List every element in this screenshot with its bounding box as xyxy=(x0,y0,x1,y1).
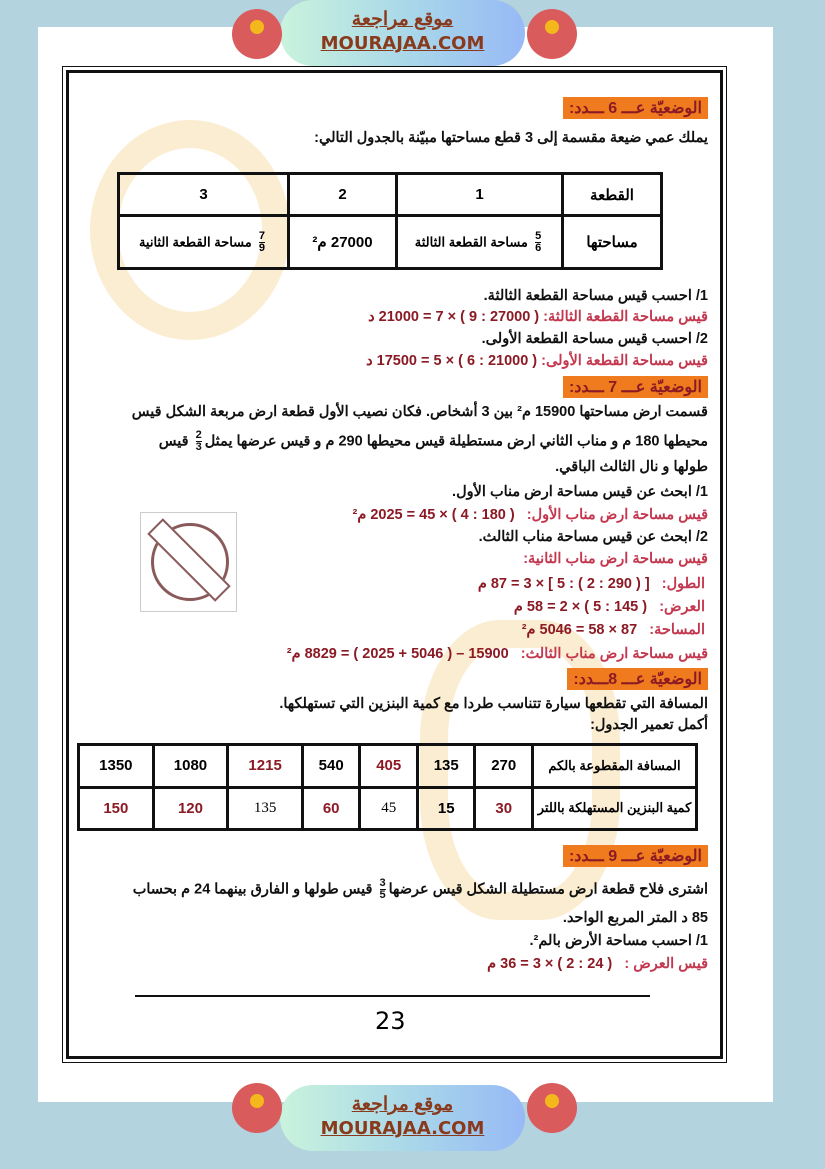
site-logo xyxy=(232,9,282,59)
cell: $\frac{5}{6}$ مساحة القطعة الثالثة xyxy=(397,216,563,269)
site-logo xyxy=(527,9,577,59)
paragraph: طولها و نال الثالث الباقي. xyxy=(555,459,708,475)
cell: 1215 xyxy=(228,745,303,788)
section-header-8: الوضعيّة عـــ 8ـــدد: xyxy=(567,668,708,690)
paragraph: المسافة التي تقطعها سيارة تتناسب طردا مع كمية البنزين التي تستهلكها. xyxy=(279,696,708,712)
site-banner-top[interactable] xyxy=(280,0,525,66)
question: 1/ ابحث عن قيس مساحة ارض مناب الأول. xyxy=(452,484,708,500)
stamp-image xyxy=(140,512,237,612)
answer: ( 180 : 4 ) × 45 = 2025 م² xyxy=(352,507,515,523)
s6-intro: يملك عمي ضيعة مقسمة إلى 3 قطع مساحتها مبيّنة بالجدول التالي: xyxy=(314,130,708,146)
question: 2/ ابحث عن قيس مساحة مناب الثالث. xyxy=(478,529,708,545)
row-label: المسافة المقطوعة بالكم xyxy=(533,745,697,788)
cell: 15 xyxy=(417,787,475,830)
answer: ( 27000 : 9 ) × 7 = 21000 د xyxy=(368,309,540,325)
cell: 1350 xyxy=(79,745,154,788)
question: 1/ احسب مساحة الأرض بالم². xyxy=(529,933,708,949)
answer: 87 × 58 = 5046 م² xyxy=(521,622,638,638)
site-name-en: MOURAJAA.COM xyxy=(320,33,485,54)
answer-label: قيس مساحة القطعة الأولى: xyxy=(541,353,708,369)
paragraph: أكمل تعمير الجدول: xyxy=(590,717,708,733)
answer: 15900 – ( 5046 + 2025 ) = 8829 م² xyxy=(286,646,509,662)
cell: 120 xyxy=(153,787,228,830)
site-logo xyxy=(232,1083,282,1133)
cell: $\frac{7}{9}$ مساحة القطعة الثانية xyxy=(119,216,289,269)
answer-label: قيس العرض : xyxy=(624,956,708,972)
cell: مساحتها xyxy=(563,216,662,269)
section-header-7: الوضعيّة عـــ 7 ـــدد: xyxy=(563,376,708,398)
answer-label: قيس مساحة ارض مناب الثالث: xyxy=(520,646,708,662)
answer-label: قيس مساحة القطعة الثالثة: xyxy=(543,309,708,325)
footer-rule xyxy=(135,995,650,997)
answer-label: قيس مساحة ارض مناب الثانية: xyxy=(523,551,708,567)
question: 2/ احسب قيس مساحة القطعة الأولى. xyxy=(481,331,708,347)
cell: 1 xyxy=(397,174,563,216)
site-logo xyxy=(527,1083,577,1133)
answer: ( 145 : 5 ) × 2 = 58 م xyxy=(513,599,648,615)
page-number: 23 xyxy=(375,1007,406,1035)
cell: 270 xyxy=(475,745,533,788)
cell: 45 xyxy=(360,787,418,830)
cell: 135 xyxy=(228,787,303,830)
question: 1/ احسب قيس مساحة القطعة الثالثة. xyxy=(483,288,708,304)
section-header-6: الوضعيّة عـــ 6 ـــدد: xyxy=(563,97,708,119)
answer: [ ( 290 : 2 ) : 5 ] × 3 = 87 م xyxy=(477,576,650,592)
cell: 30 xyxy=(475,787,533,830)
cell: 150 xyxy=(79,787,154,830)
section-header-9: الوضعيّة عـــ 9 ـــدد: xyxy=(563,845,708,867)
paragraph: 85 د المتر المربع الواحد. xyxy=(562,910,708,926)
paragraph: محيطها 180 م و مناب الثاني ارض مستطيلة قيس محيطها 290 م و قيس عرضها يمثل $\frac{2}{3}$ قيس xyxy=(158,429,708,453)
answer: ( 21000 : 6 ) × 5 = 17500 د xyxy=(366,353,538,369)
paragraph: اشترى فلاح قطعة ارض مستطيلة الشكل قيس عرضها $\frac{3}{5}$ قيس طولها و الفارق بينهما 24 م بحساب xyxy=(132,877,708,901)
cell: 27000 م² xyxy=(289,216,397,269)
cell: 540 xyxy=(302,745,360,788)
cell: 135 xyxy=(417,745,475,788)
cell: 3 xyxy=(119,174,289,216)
s6-table xyxy=(117,172,663,270)
paragraph: قسمت ارض مساحتها 15900 م² بين 3 أشخاص. فكان نصيب الأول قطعة ارض مربعة الشكل قيس xyxy=(131,404,708,420)
s8-table xyxy=(77,743,698,831)
answer-label: الطول: xyxy=(661,576,705,592)
cell: القطعة xyxy=(563,174,662,216)
site-name-en: MOURAJAA.COM xyxy=(320,1118,485,1139)
answer-label: قيس مساحة ارض مناب الأول: xyxy=(526,507,708,523)
cell: 1080 xyxy=(153,745,228,788)
cell: 60 xyxy=(302,787,360,830)
answer-label: المساحة: xyxy=(649,622,705,638)
answer-label: العرض: xyxy=(659,599,705,615)
cell: 2 xyxy=(289,174,397,216)
site-name-ar: موقع مراجعة xyxy=(351,9,454,30)
site-banner-bottom[interactable] xyxy=(280,1085,525,1151)
answer: ( 24 : 2 ) × 3 = 36 م xyxy=(487,956,613,972)
cell: 405 xyxy=(360,745,418,788)
row-label: كمية البنزين المستهلكة باللتر xyxy=(533,787,697,830)
site-name-ar: موقع مراجعة xyxy=(351,1094,454,1115)
